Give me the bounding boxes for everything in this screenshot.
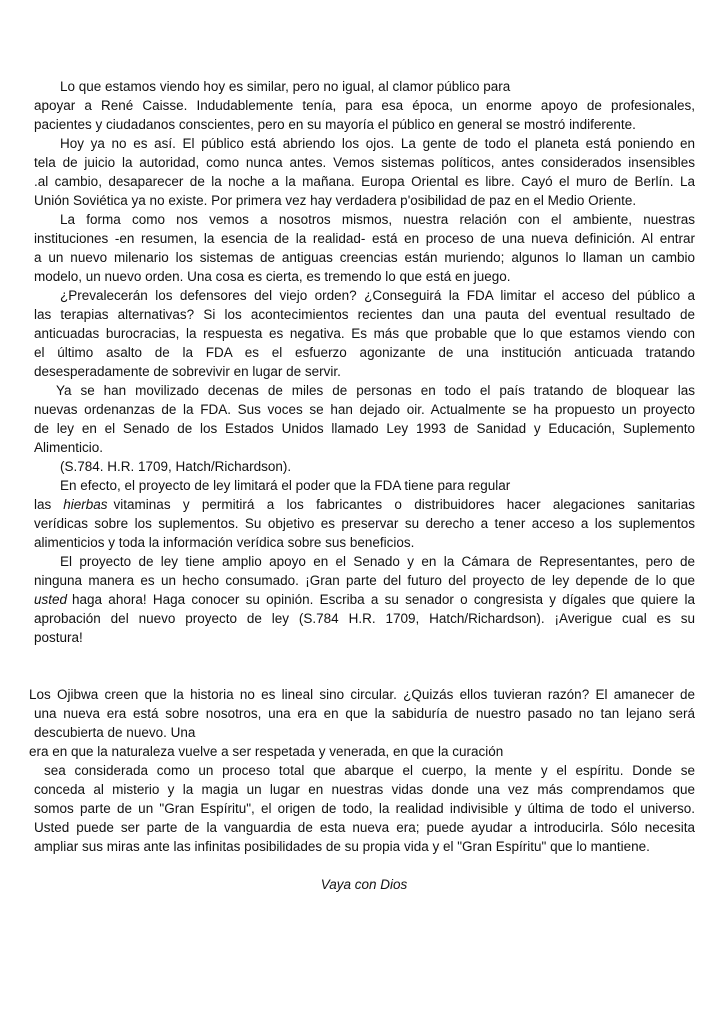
italic-word: hierbas (63, 497, 108, 512)
text-line: instituciones -en resumen, la esencia de la realidad- está en proceso de una nueva definición. Al entrar (34, 231, 695, 246)
text-line: somos parte de un "Gran Espíritu", el origen de todo, la realidad indivisible y última de todo el universo. (34, 801, 695, 816)
text-line (34, 495, 695, 514)
text-fragment: vitaminas y permitirá a los fabricantes o distribuidores hacer alegaciones sanitarias (113, 497, 695, 512)
text-line: Lo que estamos viendo hoy es similar, pero no igual, al clamor público para (60, 79, 511, 94)
text-line: descubierta de nuevo. Una (34, 725, 196, 740)
text-line: El proyecto de ley tiene amplio apoyo en el Senado y en la Cámara de Representantes, pero de (60, 554, 695, 569)
text-line: Hoy ya no es así. El público está abriendo los ojos. La gente de todo el planeta está poniendo en (60, 136, 695, 151)
text-line: conceda al misterio y la magia un lugar en nuestras vidas donde una vez más comprendamos que (34, 782, 695, 797)
text-line: La forma como nos vemos a nosotros mismos, nuestra relación con el ambiente, nuestras (60, 212, 695, 227)
text-line: modelo, un nuevo orden. Una cosa es cierta, es tremendo lo que está en juego. (34, 269, 511, 284)
text-line: el último asalto de la FDA es el esfuerzo agonizante de una institución anticuada tratando (34, 345, 695, 360)
text-line: una nueva era está sobre nosotros, una era en que la sabiduría de nuestro pasado no tan lejano será (34, 706, 695, 721)
text-line: postura! (34, 630, 83, 645)
text-line: aprobación del nuevo proyecto de ley (S.784 H.R. 1709, Hatch/Richardson). ¡Averigue cual es su (34, 611, 695, 626)
text-line: sea considerada como un proceso total que abarque el cuerpo, la mente y el espíritu. Donde se (44, 763, 695, 778)
italic-word: usted (34, 592, 68, 607)
closing-signature: Vaya con Dios (320, 877, 408, 892)
text-line: a un nuevo milenario los sistemas de antiguas creencias están muriendo; algunos lo llaman un cambio (34, 250, 695, 265)
text-line: ampliar sus miras ante las infinitas posibilidades de su propia vida y el "Gran Espíritu" que lo mantiene. (34, 839, 650, 854)
text-line: las terapias alternativas? Si los acontecimientos recientes dan una pauta del eventual resultado de (34, 307, 695, 322)
text-line: nuevas ordenanzas de la FDA. Sus voces se han dejado oir. Actualmente se ha propuesto un proyecto (34, 402, 695, 417)
text-line: Usted puede ser parte de la vanguardia de esta nueva era; puede ayudar a introducirla. Sólo necesita (34, 820, 695, 835)
text-line: ¿Prevalecerán los defensores del viejo orden? ¿Conseguirá la FDA limitar el acceso del público a (60, 288, 695, 303)
text-line: anticuadas burocracias, la respuesta es negativa. Es más que probable que lo que estamos viendo con (34, 326, 695, 341)
text-line: tela de juicio la autoridad, como nunca antes. Vemos sistemas políticos, antes considerados insensibles (34, 155, 695, 170)
text-line: alimenticios y toda la información verídica sobre sus beneficios. (34, 535, 415, 550)
text-line: verídicas sobre los suplementos. Su objetivo es preservar su derecho a tener acceso a los suplementos (34, 516, 695, 531)
text-line: (S.784. H.R. 1709, Hatch/Richardson). (60, 459, 292, 474)
text-line: pacientes y ciudadanos conscientes, pero en su mayoría el público en general se mostró indiferente. (34, 117, 636, 132)
text-line: apoyar a René Caisse. Indudablemente tenía, para esa época, un enorme apoyo de profesionales, (34, 98, 695, 113)
text-line: .al cambio, desaparecer de la noche a la mañana. Europa Oriental es libre. Cayó el muro de Berlín. La (34, 174, 695, 189)
text-fragment: haga ahora! Haga conocer su opinión. Escriba a su senador o congresista y dígales que quiere la (72, 592, 695, 607)
text-line: Los Ojibwa creen que la historia no es lineal sino circular. ¿Quizás ellos tuvieran razón? El amanecer de (29, 687, 695, 702)
text-line: Ya se han movilizado decenas de miles de personas en todo el país tratando de bloquear las (56, 383, 695, 398)
text-line (34, 590, 695, 609)
text-line: Alimenticio. (34, 440, 104, 455)
text-line: ninguna manera es un hecho consumado. ¡Gran parte del futuro del proyecto de ley depende de lo que (34, 573, 695, 588)
text-line: de ley en el Senado de los Estados Unidos llamado Ley 1993 de Sanidad y Educación, Suplemento (34, 421, 695, 436)
text-word: las (34, 497, 52, 512)
text-line: Unión Soviética ya no existe. Por primera vez hay verdadera p'osibilidad de paz en el Medio Oriente. (34, 193, 637, 208)
text-line: desesperadamente de sobrevivir en lugar de servir. (34, 364, 341, 379)
text-line: era en que la naturaleza vuelve a ser respetada y venerada, en que la curación (29, 744, 504, 759)
text-line: En efecto, el proyecto de ley limitará el poder que la FDA tiene para regular (60, 478, 511, 493)
